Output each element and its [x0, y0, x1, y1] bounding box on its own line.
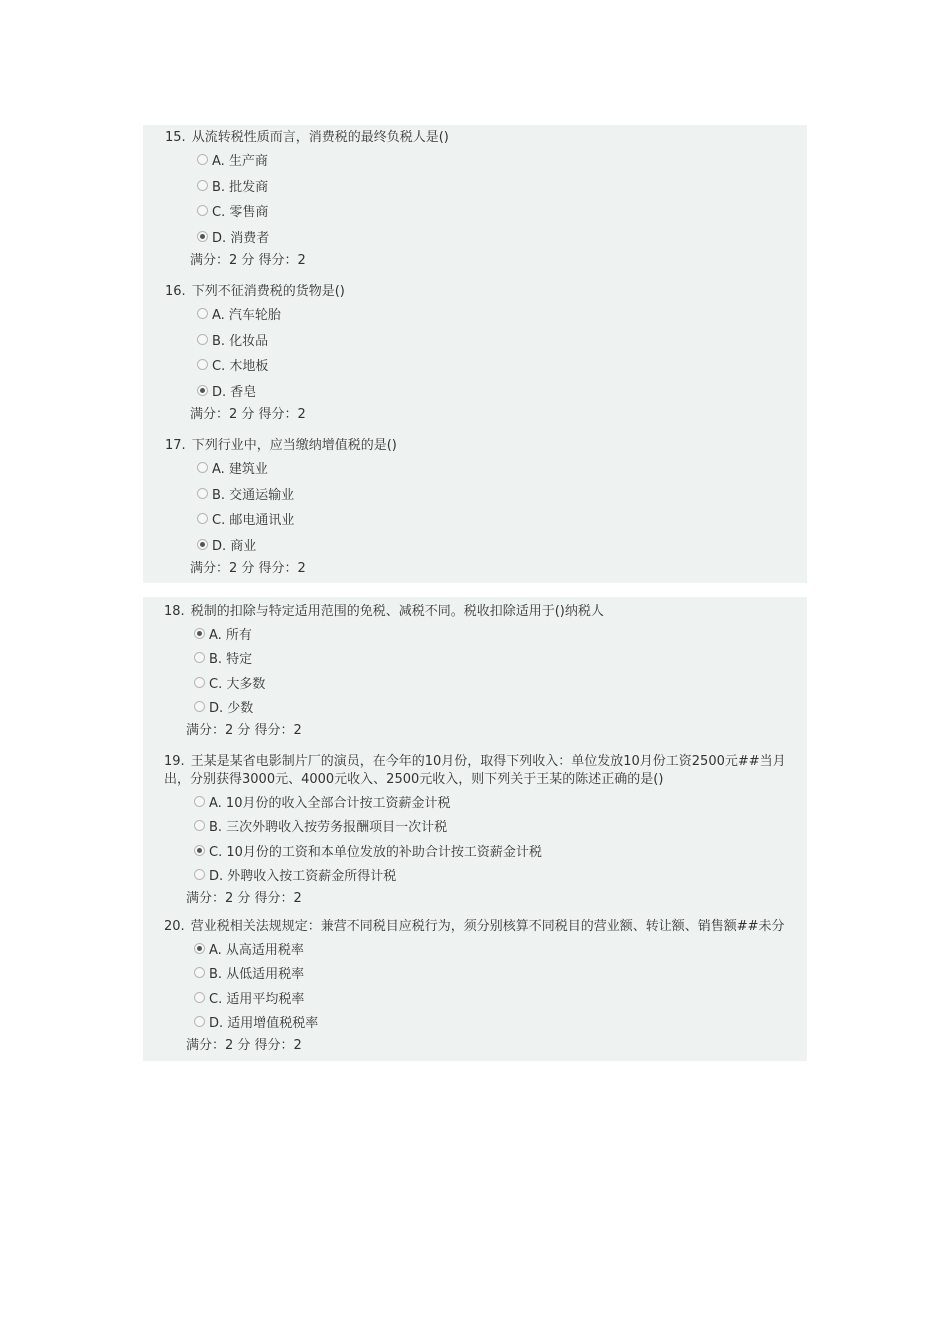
option-label: B. 化妆品 [212, 333, 269, 349]
radio-icon[interactable] [197, 180, 208, 191]
option-b[interactable] [143, 646, 807, 671]
option-c[interactable] [143, 352, 807, 378]
radio-icon[interactable] [197, 308, 208, 319]
question-16 [143, 283, 807, 427]
option-d[interactable] [143, 532, 807, 558]
score-line: 满分：2 分 得分：2 [186, 723, 302, 738]
option-c[interactable] [143, 670, 807, 695]
option-label: A. 生产商 [212, 154, 268, 170]
option-b[interactable] [143, 481, 807, 507]
option-a[interactable] [143, 936, 807, 961]
option-d[interactable] [143, 863, 807, 888]
option-a[interactable] [143, 621, 807, 646]
option-label: C. 木地板 [212, 359, 269, 375]
question-number: 15. [165, 130, 186, 145]
option-label: A. 从高适用税率 [209, 942, 304, 958]
question-number: 20. [164, 919, 185, 934]
radio-icon[interactable] [194, 1016, 205, 1027]
option-c[interactable] [143, 506, 807, 532]
option-c[interactable] [143, 985, 807, 1010]
question-text: 从流转税性质而言，消费税的最终负税人是() [191, 130, 449, 145]
score-line: 满分：2 分 得分：2 [190, 253, 306, 268]
option-label: C. 邮电通讯业 [212, 513, 295, 529]
option-label: D. 商业 [212, 538, 257, 554]
radio-icon[interactable] [194, 677, 205, 688]
question-title [143, 437, 807, 455]
option-label: C. 大多数 [209, 676, 266, 692]
option-a[interactable] [143, 789, 807, 814]
option-d[interactable] [143, 378, 807, 404]
radio-checked-icon[interactable] [197, 231, 208, 242]
option-label: C. 零售商 [212, 205, 269, 221]
question-number: 17. [165, 438, 186, 453]
question-text: 税制的扣除与特定适用范围的免税、减税不同。税收扣除适用于()纳税人 [190, 604, 604, 619]
option-d[interactable] [143, 224, 807, 250]
radio-icon[interactable] [197, 488, 208, 499]
option-b[interactable] [143, 173, 807, 199]
option-a[interactable] [143, 301, 807, 327]
radio-icon[interactable] [197, 154, 208, 165]
question-text: 营业税相关法规规定：兼营不同税目应税行为，须分别核算不同税目的营业额、转让额、销售额##未分 [190, 919, 785, 934]
radio-checked-icon[interactable] [194, 628, 205, 639]
score-line: 满分：2 分 得分：2 [190, 407, 306, 422]
question-panel-1 [143, 125, 807, 583]
option-label: D. 消费者 [212, 230, 270, 246]
question-text: 下列不征消费税的货物是() [191, 284, 345, 299]
question-title [143, 603, 807, 621]
option-label: A. 10月份的收入全部合计按工资薪金计税 [209, 795, 451, 811]
option-label: A. 所有 [209, 627, 252, 643]
question-17 [143, 437, 807, 581]
question-title [143, 918, 807, 936]
question-19 [143, 753, 807, 911]
radio-checked-icon[interactable] [194, 943, 205, 954]
score-line: 满分：2 分 得分：2 [190, 561, 306, 576]
question-20 [143, 918, 807, 1058]
option-b[interactable] [143, 327, 807, 353]
question-18 [143, 603, 807, 743]
option-label: D. 外聘收入按工资薪金所得计税 [209, 869, 397, 885]
option-label: A. 汽车轮胎 [212, 308, 281, 324]
question-panel-2 [143, 597, 807, 1061]
radio-checked-icon[interactable] [197, 385, 208, 396]
option-c[interactable] [143, 198, 807, 224]
question-15 [143, 129, 807, 273]
option-label: C. 适用平均税率 [209, 991, 305, 1007]
question-number: 16. [165, 284, 186, 299]
option-label: B. 从低适用税率 [209, 967, 305, 983]
option-label: B. 批发商 [212, 179, 269, 195]
question-text: 下列行业中，应当缴纳增值税的是() [191, 438, 397, 453]
option-c[interactable] [143, 838, 807, 863]
radio-icon[interactable] [194, 652, 205, 663]
radio-checked-icon[interactable] [197, 539, 208, 550]
option-label: D. 香皂 [212, 384, 257, 400]
radio-icon[interactable] [197, 205, 208, 216]
question-title [143, 283, 807, 301]
radio-icon[interactable] [194, 869, 205, 880]
question-title [143, 129, 807, 147]
score-line: 满分：2 分 得分：2 [186, 891, 302, 906]
score-line: 满分：2 分 得分：2 [186, 1038, 302, 1053]
option-label: B. 三次外聘收入按劳务报酬项目一次计税 [209, 820, 448, 836]
question-number: 19. [164, 754, 185, 769]
radio-icon[interactable] [194, 967, 205, 978]
question-text: 王某是某省电影制片厂的演员，在今年的10月份，取得下列收入：单位发放10月份工资2500元##当月 [190, 754, 786, 769]
option-a[interactable] [143, 455, 807, 481]
radio-icon[interactable] [194, 796, 205, 807]
radio-icon[interactable] [194, 992, 205, 1003]
radio-icon[interactable] [194, 701, 205, 712]
radio-checked-icon[interactable] [194, 845, 205, 856]
option-d[interactable] [143, 695, 807, 720]
radio-icon[interactable] [197, 359, 208, 370]
option-label: D. 适用增值税税率 [209, 1016, 319, 1032]
radio-icon[interactable] [194, 820, 205, 831]
option-label: B. 交通运输业 [212, 487, 295, 503]
option-b[interactable] [143, 961, 807, 986]
option-label: B. 特定 [209, 652, 253, 668]
option-label: A. 建筑业 [212, 462, 268, 478]
option-a[interactable] [143, 147, 807, 173]
question-title [143, 753, 807, 771]
option-label: C. 10月份的工资和本单位发放的补助合计按工资薪金计税 [209, 844, 542, 860]
question-number: 18. [164, 604, 185, 619]
radio-icon[interactable] [197, 462, 208, 473]
option-b[interactable] [143, 814, 807, 839]
radio-icon[interactable] [197, 334, 208, 345]
option-d[interactable] [143, 1010, 807, 1035]
option-label: D. 少数 [209, 701, 254, 717]
radio-icon[interactable] [197, 513, 208, 524]
question-text-line-2: 出，分别获得3000元、4000元收入、2500元收入，则下列关于王某的陈述正确的是() [164, 772, 664, 787]
